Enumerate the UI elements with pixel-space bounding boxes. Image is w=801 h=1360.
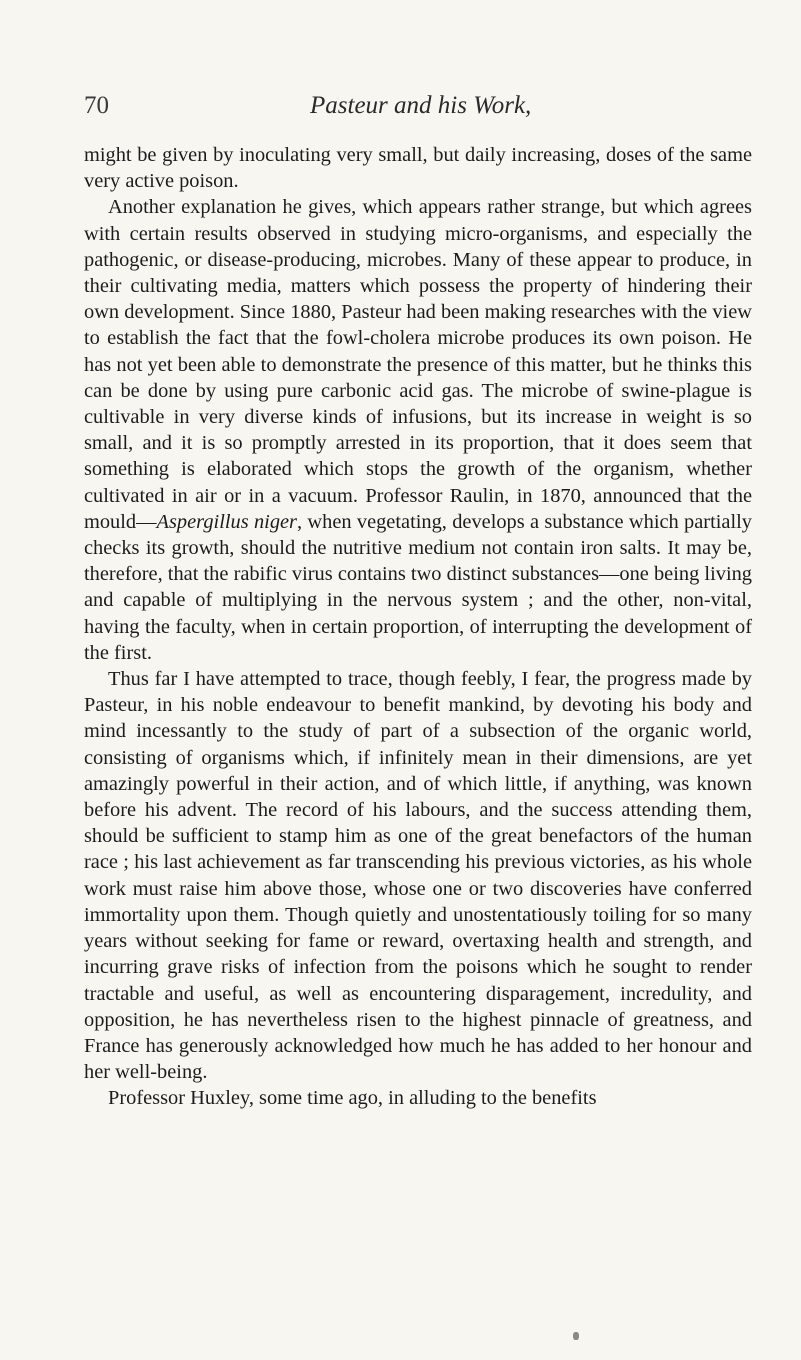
- body-text: [84, 142, 752, 1112]
- paragraph-text: Another explanation he gives, which appears rather strange, but which agrees with certain results observed in studying micro-organisms, and especially the pathogenic, or disease-producing, microbes. Many of these appear to produce, in their cultivating media, matters which possess the property of hindering their own development. Since 1880, Pasteur had been making researches with the view to establish the fact that the fowl-cholera microbe produces its own poison. He has not yet been able to demonstrate the presence of this matter, but he thinks this can be done by using pure carbonic acid gas. The microbe of swine-plague is cultivable in very diverse kinds of infusions, but its increase in weight is so small, and it is so promptly arrested in its proportion, that it does seem that something is elaborated which stops the growth of the organism, whether cultivated in air or in a vacuum. Professor Raulin, in 1870, announced that the mould—: [84, 196, 752, 533]
- paragraph-explanation: [84, 194, 752, 666]
- paragraph-continuation: [84, 142, 752, 194]
- ink-speck: [573, 1332, 579, 1340]
- running-title: Pasteur and his Work,: [310, 92, 532, 119]
- page-number: 70: [84, 92, 109, 119]
- paragraph-text: , when vegetating, develops a substance which partially checks its growth, should the nutritive medium not contain iron salts. It may be, therefore, that the rabific virus contains two distinct substances—one being living and capable of multiplying in the nervous system ; and the other, non-vital, having the faculty, when in certain proportion, of interrupting the development of the first.: [84, 510, 752, 664]
- paragraph-huxley: [84, 1085, 752, 1111]
- species-name: Aspergillus niger: [156, 510, 297, 533]
- page-header: [84, 92, 752, 126]
- paragraph-text: Professor Huxley, some time ago, in alluding to the benefits: [108, 1087, 597, 1110]
- paragraph-text: might be given by inoculating very small, but daily increasing, doses of the same very active poison.: [84, 144, 752, 193]
- paragraph-tribute: [84, 666, 752, 1085]
- paragraph-text: Thus far I have attempted to trace, though feebly, I fear, the progress made by Pasteur, in his noble endeavour to benefit mankind, by devoting his body and mind incessantly to the study of part of a subsection of the organic world, consisting of organisms which, if infinitely mean in their dimensions, are yet amazingly powerful in their action, and of which little, if anything, was known before his advent. The record of his labours, and the success attending them, should be sufficient to stamp him as one of the great benefactors of the human race ; his last achievement as far transcending his previous victories, as his whole work must raise him above those, whose one or two discoveries have conferred immortality upon them. Though quietly and unostentatiously toiling for so many years without seeking for fame or reward, overtaxing health and strength, and incurring grave risks of infection from the poisons which he sought to render tractable and useful, as well as encountering disparagement, incredulity, and opposition, he has nevertheless risen to the highest pinnacle of greatness, and France has generously acknowledged how much he has added to her honour and her well-being.: [84, 668, 752, 1084]
